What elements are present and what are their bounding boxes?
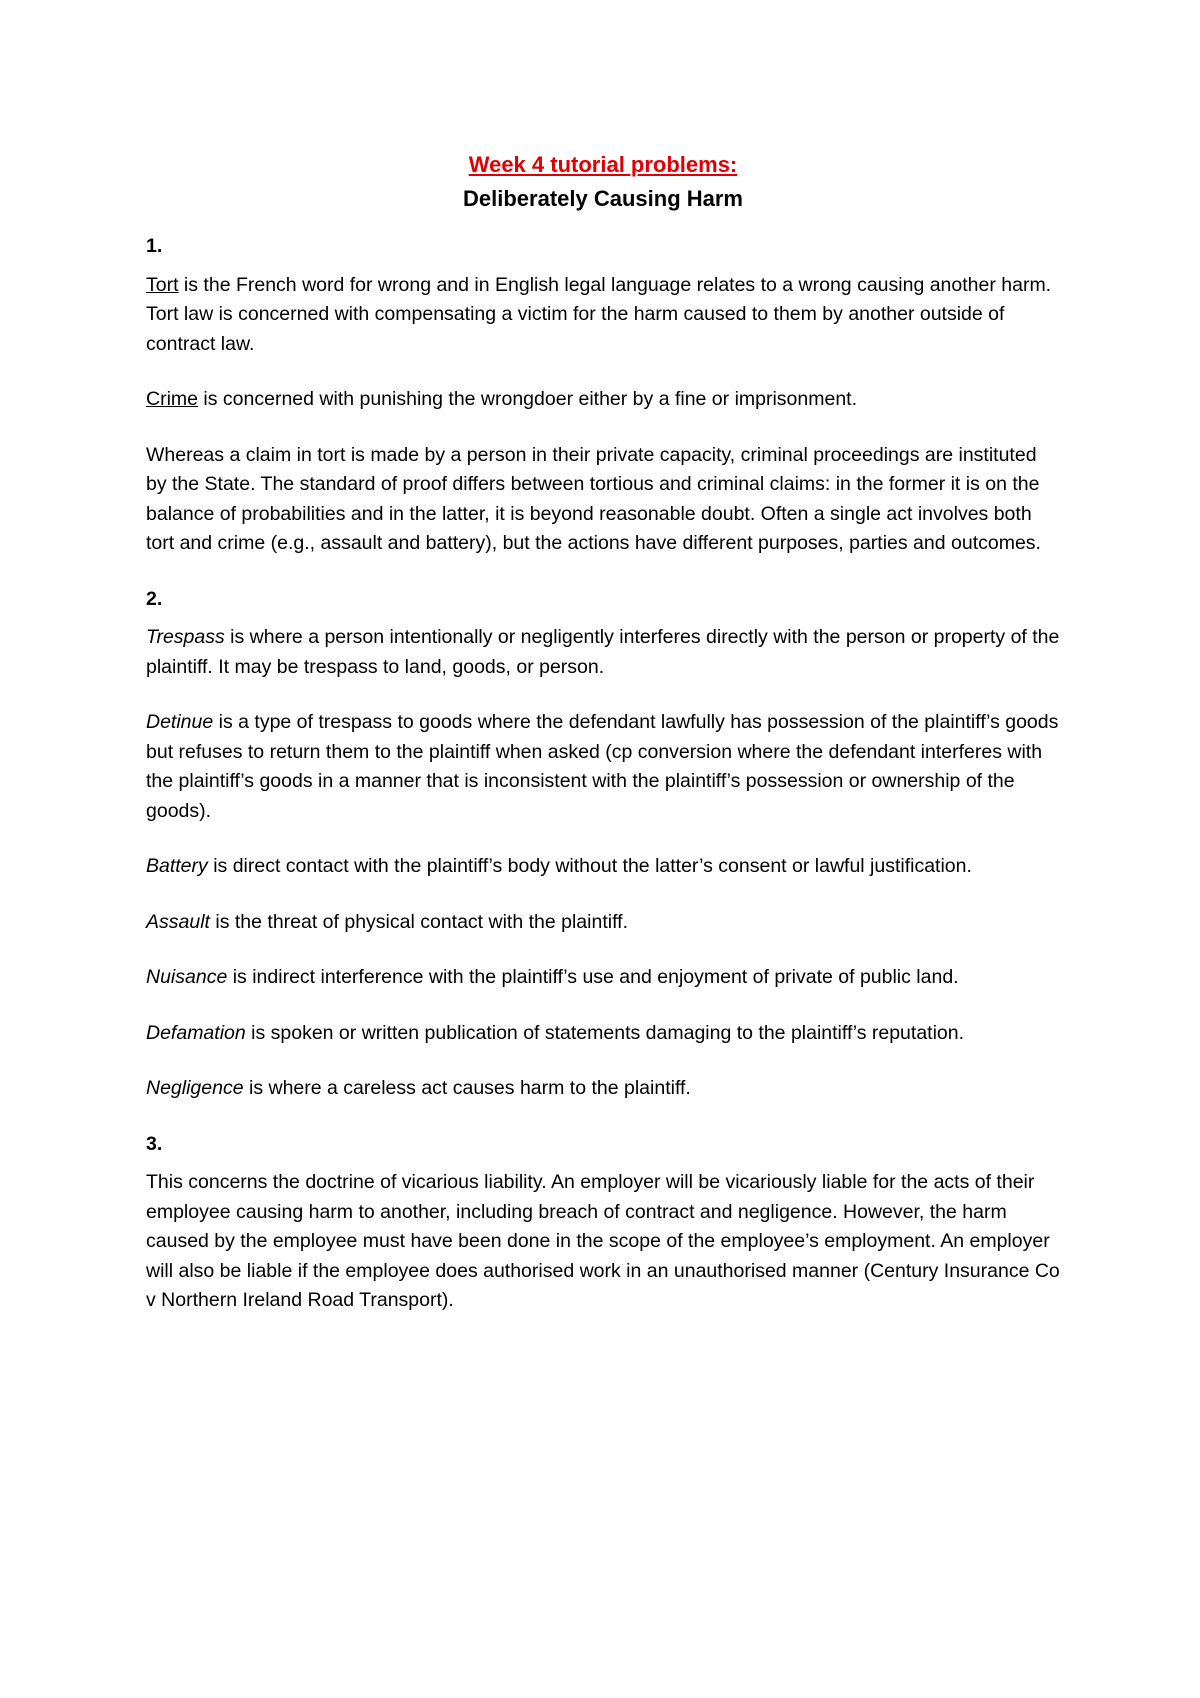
term-nuisance: Nuisance (146, 966, 228, 988)
q1-paragraph-crime (146, 385, 1060, 415)
definition-text: is where a person intentionally or negligently interferes directly with the person or property of the plaintiff. It may be trespass to land, goods, or person. (146, 626, 1060, 678)
question-3-number: 3. (146, 1132, 163, 1155)
page-subtitle: Deliberately Causing Harm (463, 186, 743, 211)
q2-definition-assault (146, 908, 1060, 938)
term-negligence: Negligence (146, 1077, 244, 1099)
q1-paragraph-tort-text: is the French word for wrong and in English legal language relates to a wrong causing another harm. Tort law is concerned with compensating a victim for the harm caused to them by another outside of contract law. (146, 273, 1052, 355)
question-1-number: 1. (146, 235, 163, 257)
term-battery: Battery (146, 855, 208, 877)
q3-paragraph-vicarious-liability: This concerns the doctrine of vicarious liability. An employer will be vicariously liable for the acts of their employee causing harm to another, including breach of contract and negligence. However, the harm caused by the employee must have been done in the scope of the employee’s employment. An employer will also be liable if the employee does authorised work in an unauthorised manner (Century Insurance Co v Northern Ireland Road Transport). (146, 1171, 1060, 1311)
q1-paragraph-comparison: Whereas a claim in tort is made by a person in their private capacity, criminal proceedings are instituted by the State. The standard of proof differs between tortious and criminal claims: in the former it is on the balance of probabilities and in the latter, it is beyond reasonable doubt. Often a single act involves both tort and crime (e.g., assault and battery), but the actions have different purposes, parties and outcomes. (146, 443, 1041, 554)
term-defamation: Defamation (146, 1021, 246, 1044)
definition-text: is direct contact with the plaintiff’s body without the latter’s consent or lawful justification. (207, 855, 972, 877)
term-detinue: Detinue (146, 711, 214, 733)
q2-definition-defamation (146, 1019, 1060, 1049)
q1-paragraph-crime-text: is concerned with punishing the wrongdoer either by a fine or imprisonment. (198, 388, 858, 410)
question-2-number: 2. (146, 587, 163, 610)
definition-text: is a type of trespass to goods where the defendant lawfully has possession of the plaintiff’s goods but refuses to return them to the plaintiff when asked (cp conversion where the defendant interferes with the plaintiff’s goods in a manner that is inconsistent with the plaintiff’s possession or ownership of the goods). (146, 711, 1059, 822)
definition-text: is the threat of physical contact with the plaintiff. (209, 910, 628, 933)
definition-text: is spoken or written publication of statements damaging to the plaintiff’s reputation. (245, 1021, 965, 1044)
q2-definition-battery (146, 852, 1060, 882)
q2-definition-negligence (146, 1074, 1060, 1104)
term-tort: Tort (146, 273, 179, 296)
term-assault: Assault (146, 910, 210, 933)
term-trespass: Trespass (146, 626, 225, 648)
definition-text: is where a careless act causes harm to the plaintiff. (243, 1077, 691, 1099)
q2-definition-detinue (146, 708, 1060, 826)
page-title: Week 4 tutorial problems: (468, 152, 738, 177)
q1-paragraph-tort (146, 271, 1060, 360)
q2-definition-trespass (146, 623, 1060, 682)
q2-definition-nuisance (146, 963, 1060, 993)
term-crime: Crime (146, 388, 198, 410)
definition-text: is indirect interference with the plaintiff’s use and enjoyment of private of public land. (227, 966, 959, 988)
